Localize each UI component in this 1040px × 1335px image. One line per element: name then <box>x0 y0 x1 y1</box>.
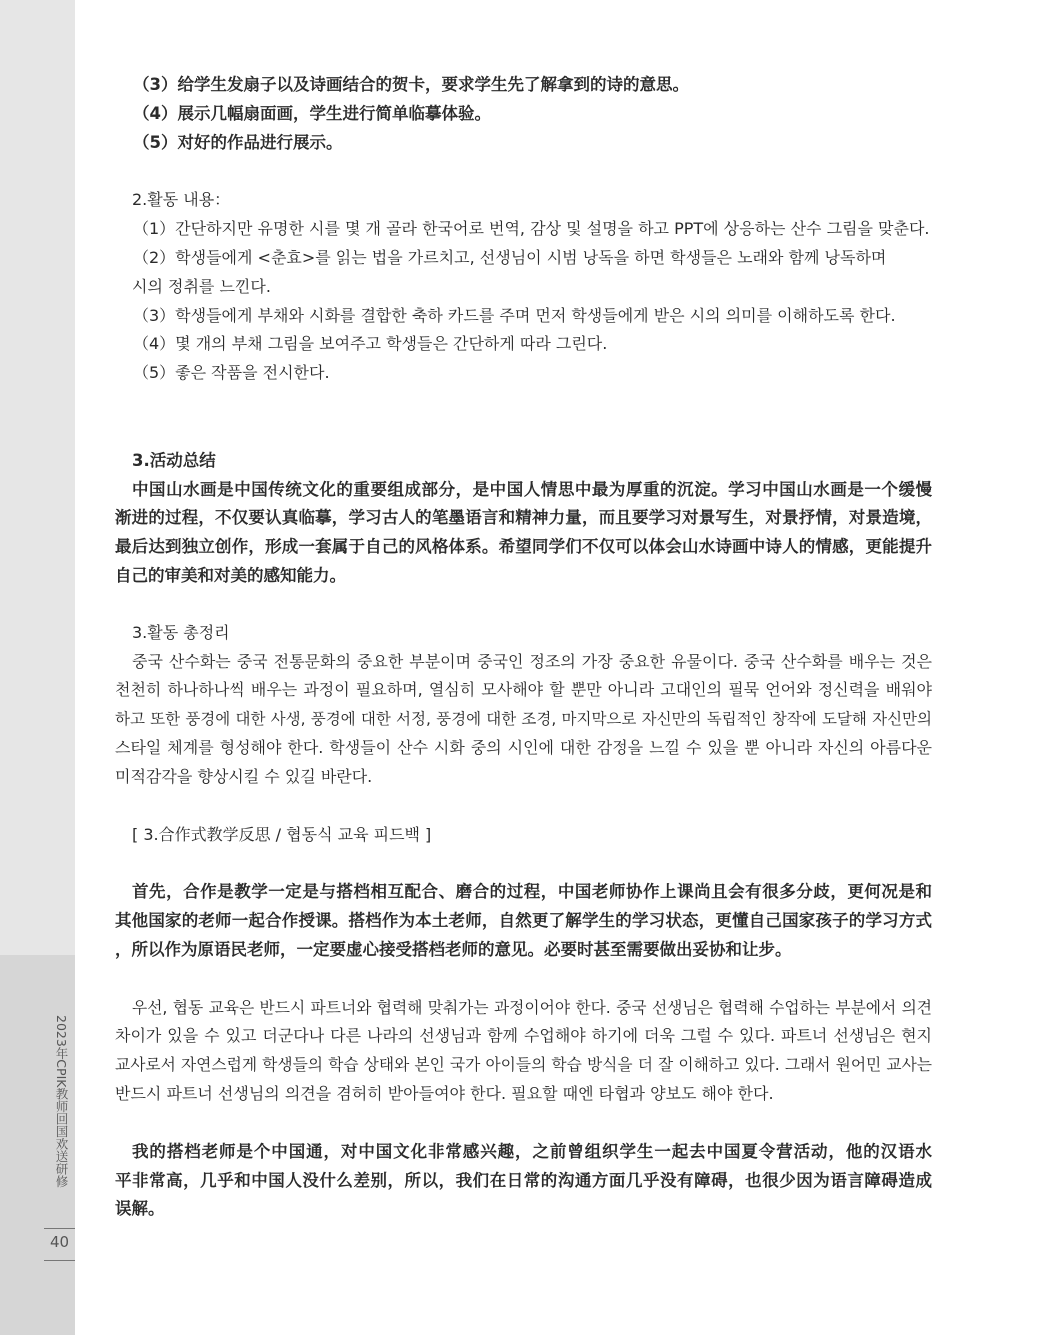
kr-summary-heading: 3.활동 총정리 <box>132 623 230 642</box>
kr-list-item: （4）몇 개의 부채 그림을 보여주고 학생들은 간단하게 따라 그린다. <box>133 334 608 353</box>
cn-summary-heading: 3.活动总结 <box>132 451 216 470</box>
kr-summary-line: 스타일 체계를 형성해야 한다. 학생들이 산수 시화 중의 시인에 대한 감정을 느낄 수 있을 뿐 아니라 자신의 아름다운 <box>115 738 932 757</box>
kr-feedback-line: 반드시 파트너 선생님의 의견을 겸허히 받아들여야 한다. 필요할 때엔 타협과 양보도 해야 한다. <box>115 1084 774 1103</box>
kr-summary-line: 미적감각을 향상시킬 수 있길 바란다. <box>115 767 373 786</box>
kr-feedback-line: 교사로서 자연스럽게 학생들의 학습 상태와 본인 국가 아이들의 학습 방식을 더 잘 이해하고 있다. 그래서 원어민 교사는 <box>115 1055 932 1074</box>
cn-feedback-line: 其他国家的老师一起合作授课。搭档作为本土老师，自然更了解学生的学习状态，更懂自己国家孩子的学习方式 <box>115 911 932 930</box>
kr-feedback-line: 우선, 협동 교육은 반드시 파트너와 협력해 맞춰가는 과정이어야 한다. 중국 선생님은 협력해 수업하는 부분에서 의견 <box>132 998 932 1017</box>
cn-list-item: （3）给学生发扇子以及诗画结合的贺卡，要求学生先了解拿到的诗的意思。 <box>133 75 689 94</box>
cn-list-item: （4）展示几幅扇面画，学生进行简单临摹体验。 <box>133 104 491 123</box>
kr-list-item: （5）좋은 작품을 전시한다. <box>133 363 330 382</box>
cn-list-item: （5）对好的作品进行展示。 <box>133 133 343 152</box>
feedback-heading: [ 3.合作式教学反思 / 협동식 교육 피드백 ] <box>132 825 432 844</box>
kr-feedback-line: 차이가 있을 수 있고 더군다나 다른 나라의 선생님과 함께 수업해야 하기에 더욱 그럴 수 있다. 파트너 선생님은 현지 <box>115 1026 932 1045</box>
cn-partner-line: 平非常高，几乎和中国人没什么差别，所以，我们在日常的沟通方面几乎没有障碍，也很少因为语言障碍造成 <box>115 1171 932 1190</box>
cn-summary-line: 渐进的过程，不仅要认真临摹，学习古人的笔墨语言和精神力量，而且要学习对景写生，对景抒情，对景造境， <box>115 508 932 527</box>
kr-summary-line: 중국 산수화는 중국 전통문화의 중요한 부분이며 중국인 정조의 가장 중요한 유물이다. 중국 산수화를 배우는 것은 <box>132 652 932 671</box>
kr-list-item-continuation: 시의 정취를 느낀다. <box>132 277 271 296</box>
kr-list-item: （3）학생들에게 부채와 시화를 결합한 축하 카드를 주며 먼저 학생들에게 받은 시의 의미를 이해하도록 한다. <box>133 306 896 325</box>
running-footer-label: 2023年CPIK教师回国欢送研修 <box>54 1015 69 1188</box>
kr-list-item: （1）간단하지만 유명한 시를 몇 개 골라 한국어로 번역, 감상 및 설명을 하고 PPT에 상응하는 산수 그림을 맞춘다. <box>133 219 930 238</box>
cn-partner-line: 误解。 <box>115 1199 165 1218</box>
page-number-rule-top <box>44 1228 75 1229</box>
cn-summary-line: 最后达到独立创作，形成一套属于自己的风格体系。希望同学们不仅可以体会山水诗画中诗人的情感，更能提升 <box>115 537 932 556</box>
cn-summary-line: 自己的审美和对美的感知能力。 <box>115 566 346 585</box>
kr-section-heading: 2.활동 내용： <box>132 190 231 209</box>
cn-feedback-line: ，所以作为原语民老师，一定要虚心接受搭档老师的意见。必要时甚至需要做出妥协和让步。 <box>115 940 792 959</box>
cn-partner-line: 我的搭档老师是个中国通，对中国文化非常感兴趣，之前曾组织学生一起去中国夏令营活动，他的汉语水 <box>132 1142 932 1161</box>
page-number: 40 <box>49 1233 70 1251</box>
cn-summary-line: 中国山水画是中国传统文化的重要组成部分，是中国人情思中最为厚重的沉淀。学习中国山水画是一个缓慢 <box>132 480 932 499</box>
kr-summary-line: 천천히 하나하나씩 배우는 과정이 필요하며, 열심히 모사해야 할 뿐만 아니라 고대인의 필묵 언어와 정신력을 배워야 <box>115 680 932 699</box>
page-number-rule-bottom <box>44 1260 75 1261</box>
cn-feedback-line: 首先，合作是教学一定是与搭档相互配合、磨合的过程，中国老师协作上课尚且会有很多分歧，更何况是和 <box>132 882 932 901</box>
kr-summary-line: 하고 또한 풍경에 대한 사생, 풍경에 대한 서정, 풍경에 대한 조경, 마지막으로 자신만의 독립적인 창작에 도달해 자신만의 <box>115 710 932 728</box>
kr-list-item: （2）학생들에게 <춘효>를 읽는 법을 가르치고, 선생님이 시범 낭독을 하면 학생들은 노래와 함께 낭독하며 <box>133 248 887 267</box>
